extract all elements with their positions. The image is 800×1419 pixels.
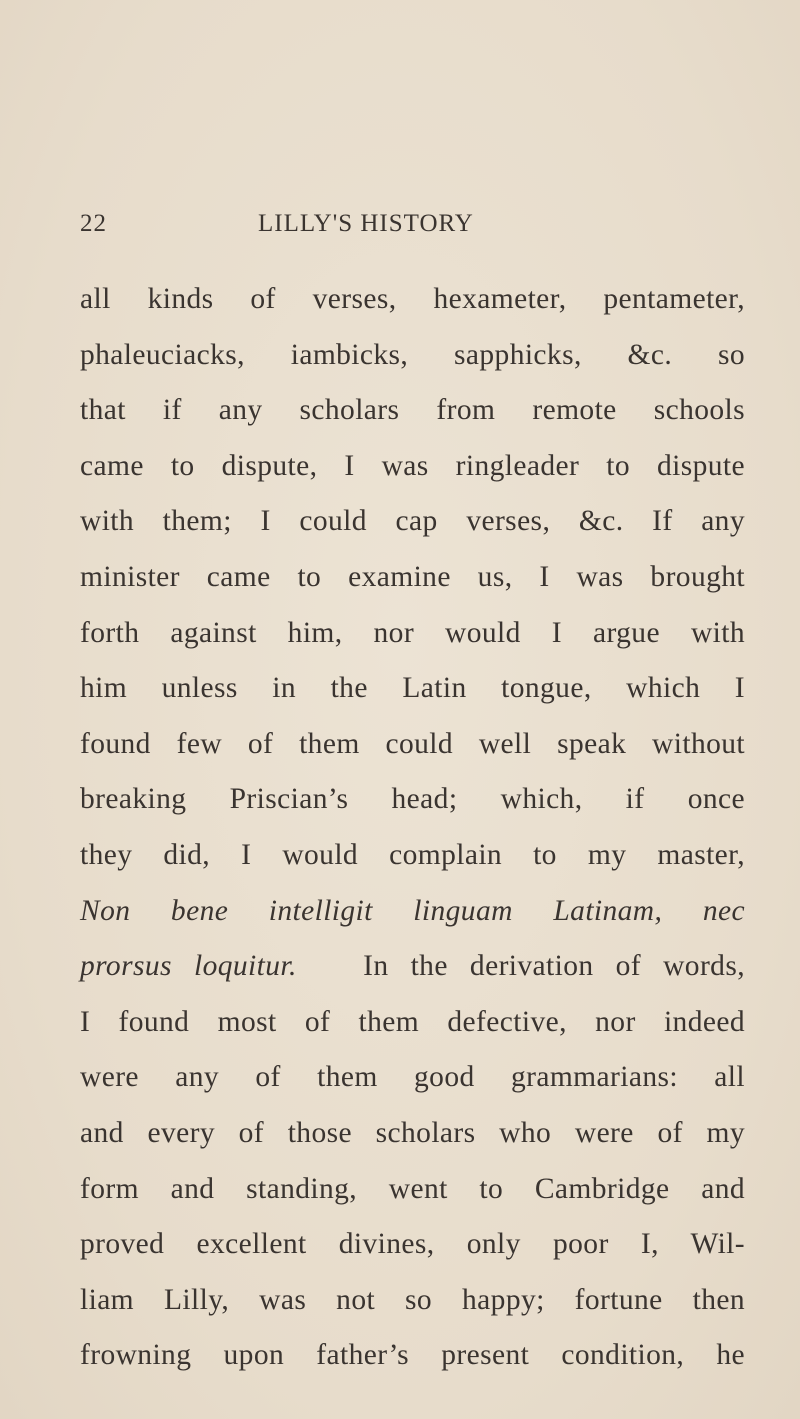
text-line-mixed bbox=[80, 939, 745, 995]
text-line: with them; I could cap verses, &c. If any bbox=[80, 505, 745, 538]
body-text bbox=[80, 272, 745, 1384]
text-line: forth against him, nor would I argue with bbox=[80, 616, 745, 649]
text-line: proved excellent divines, only poor I, Wil- bbox=[80, 1228, 745, 1261]
text-line: him unless in the Latin tongue, which I bbox=[80, 672, 745, 705]
latin-quote-line: Non bene intelligit linguam Latinam, nec bbox=[80, 894, 745, 927]
text-line: found few of them could well speak without bbox=[80, 727, 745, 760]
text-line: that if any scholars from remote schools bbox=[80, 394, 745, 427]
text-line: they did, I would complain to my master, bbox=[80, 838, 745, 871]
text-line: and every of those scholars who were of my bbox=[80, 1116, 745, 1149]
text-segment: In the derivation of words, bbox=[363, 950, 745, 983]
text-line: breaking Priscian’s head; which, if once bbox=[80, 783, 745, 816]
text-line: all kinds of verses, hexameter, pentameter, bbox=[80, 283, 745, 315]
text-line: form and standing, went to Cambridge and bbox=[80, 1172, 745, 1205]
page-number: 22 bbox=[80, 210, 107, 237]
text-line: frowning upon father’s present condition, he bbox=[80, 1339, 745, 1372]
page-header bbox=[80, 210, 745, 250]
running-title: LILLY'S HISTORY bbox=[258, 210, 474, 237]
text-line: I found most of them defective, nor indeed bbox=[80, 1005, 745, 1038]
text-line: came to dispute, I was ringleader to dispute bbox=[80, 449, 745, 482]
latin-quote-end: prorsus loquitur. bbox=[80, 950, 297, 983]
text-line: phaleuciacks, iambicks, sapphicks, &c. so bbox=[80, 338, 745, 371]
text-line: were any of them good grammarians: all bbox=[80, 1061, 745, 1094]
text-line: minister came to examine us, I was brought bbox=[80, 560, 745, 593]
text-line: liam Lilly, was not so happy; fortune then bbox=[80, 1283, 745, 1316]
